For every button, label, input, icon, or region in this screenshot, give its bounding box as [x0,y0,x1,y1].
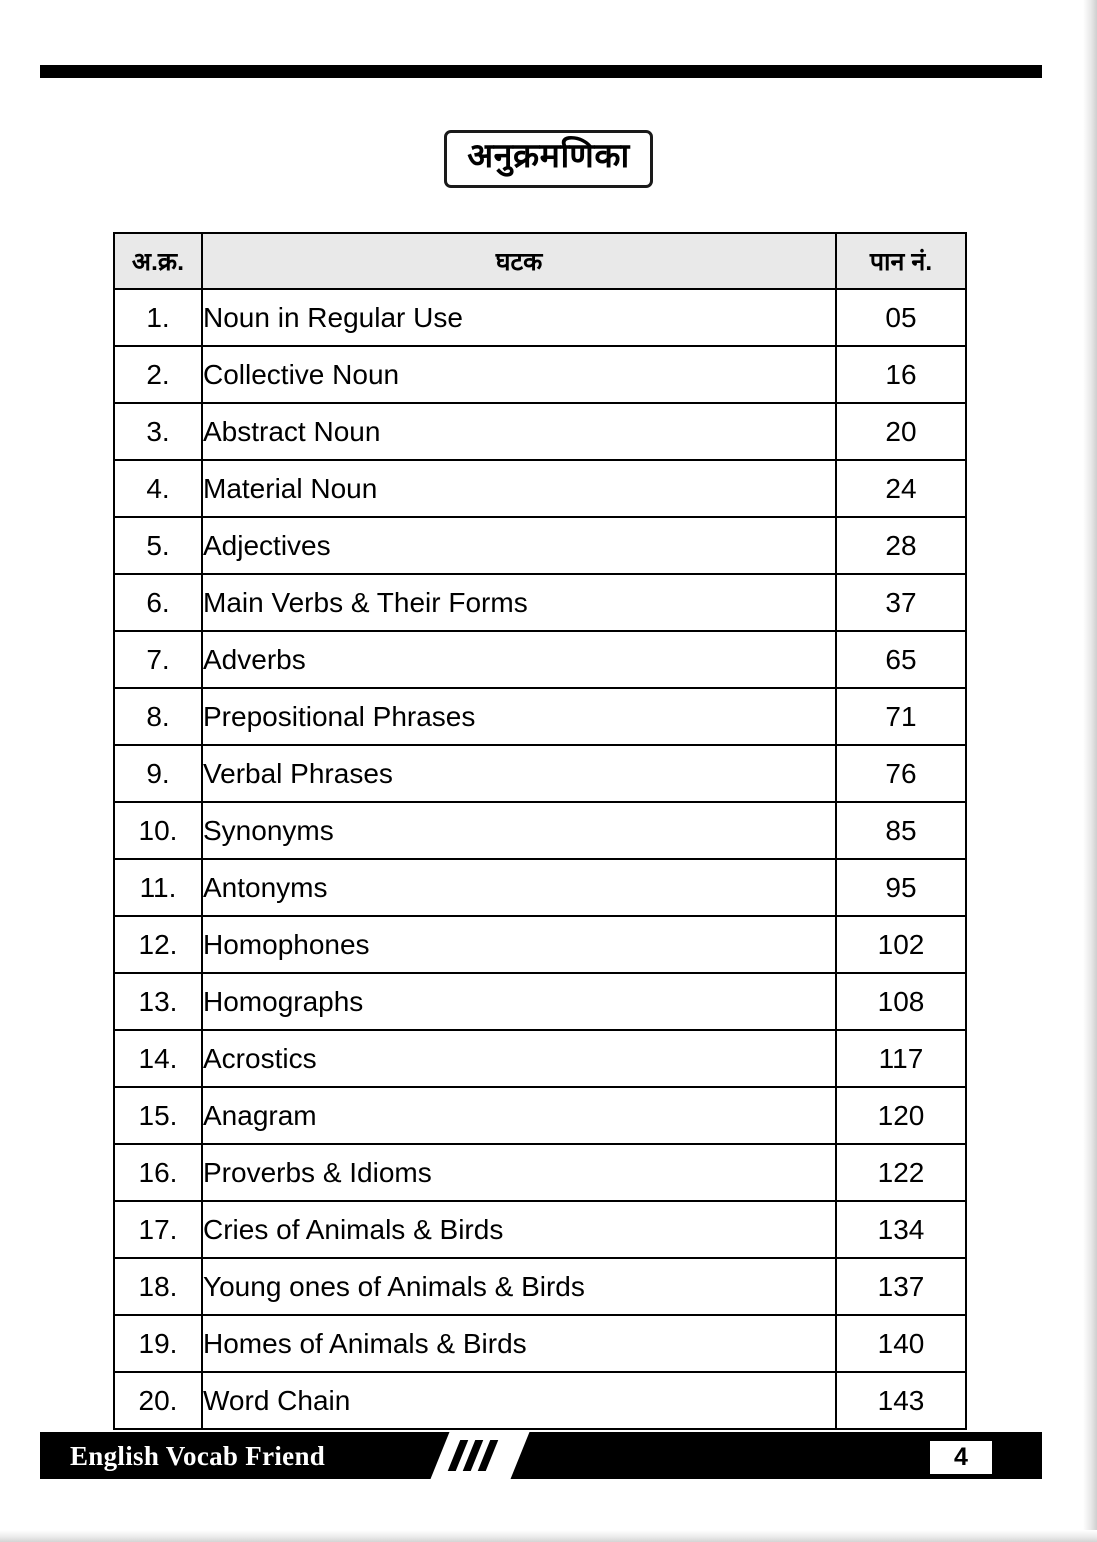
cell-page: 137 [836,1258,966,1315]
table-row [114,460,966,517]
cell-topic: Noun in Regular Use [202,289,836,346]
cell-serial: 1. [114,289,202,346]
cell-page: 85 [836,802,966,859]
cell-topic: Adverbs [202,631,836,688]
cell-page: 108 [836,973,966,1030]
cell-page: 120 [836,1087,966,1144]
table-row [114,1201,966,1258]
cell-serial: 13. [114,973,202,1030]
table-row [114,745,966,802]
cell-topic: Main Verbs & Their Forms [202,574,836,631]
cell-topic: Young ones of Animals & Birds [202,1258,836,1315]
cell-topic: Homographs [202,973,836,1030]
cell-topic: Abstract Noun [202,403,836,460]
cell-page: 71 [836,688,966,745]
table-header-row [114,233,966,289]
table-row [114,403,966,460]
cell-serial: 16. [114,1144,202,1201]
cell-page: 134 [836,1201,966,1258]
cell-topic: Homes of Animals & Birds [202,1315,836,1372]
cell-topic: Prepositional Phrases [202,688,836,745]
cell-page: 143 [836,1372,966,1429]
cell-serial: 2. [114,346,202,403]
cell-serial: 10. [114,802,202,859]
page-title: अनुक्रमणिका [444,130,653,188]
cell-serial: 17. [114,1201,202,1258]
column-header-serial: अ.क्र. [114,233,202,289]
table-row [114,1315,966,1372]
cell-page: 28 [836,517,966,574]
footer-page-number: 4 [928,1439,994,1476]
table-row [114,973,966,1030]
column-header-topic: घटक [202,233,836,289]
cell-topic: Adjectives [202,517,836,574]
cell-page: 117 [836,1030,966,1087]
table-row [114,517,966,574]
cell-topic: Material Noun [202,460,836,517]
cell-serial: 8. [114,688,202,745]
table-row [114,1144,966,1201]
cell-serial: 3. [114,403,202,460]
corner-notch [908,0,1083,10]
page-edge-right [1083,0,1097,1542]
cell-serial: 11. [114,859,202,916]
cell-page: 76 [836,745,966,802]
cell-topic: Acrostics [202,1030,836,1087]
cell-serial: 12. [114,916,202,973]
page-footer [40,1432,1042,1479]
table-header [114,233,966,289]
cell-serial: 20. [114,1372,202,1429]
cell-topic: Homophones [202,916,836,973]
cell-serial: 4. [114,460,202,517]
table-row [114,574,966,631]
table-row [114,916,966,973]
cell-page: 37 [836,574,966,631]
cell-topic: Collective Noun [202,346,836,403]
table-row [114,802,966,859]
cell-page: 24 [836,460,966,517]
cell-page: 102 [836,916,966,973]
cell-topic: Verbal Phrases [202,745,836,802]
cell-serial: 14. [114,1030,202,1087]
table-row [114,859,966,916]
table-row [114,1258,966,1315]
top-rule [40,65,1042,78]
page-edge-bottom [0,1530,1097,1542]
cell-page: 140 [836,1315,966,1372]
cell-page: 16 [836,346,966,403]
slashes-icon [454,1440,492,1471]
cell-page: 122 [836,1144,966,1201]
table-row [114,289,966,346]
footer-book-title: English Vocab Friend [70,1441,326,1471]
cell-serial: 18. [114,1258,202,1315]
table-of-contents [113,232,967,1430]
cell-topic: Synonyms [202,802,836,859]
column-header-page: पान नं. [836,233,966,289]
cell-page: 05 [836,289,966,346]
cell-topic: Anagram [202,1087,836,1144]
cell-serial: 9. [114,745,202,802]
cell-serial: 15. [114,1087,202,1144]
table-row [114,1030,966,1087]
cell-topic: Proverbs & Idioms [202,1144,836,1201]
table-row [114,1087,966,1144]
table-body [114,289,966,1429]
cell-page: 20 [836,403,966,460]
cell-serial: 7. [114,631,202,688]
page-title-container [0,130,1097,188]
cell-serial: 19. [114,1315,202,1372]
cell-topic: Antonyms [202,859,836,916]
cell-page: 95 [836,859,966,916]
cell-topic: Word Chain [202,1372,836,1429]
table-row [114,688,966,745]
table-row [114,631,966,688]
cell-serial: 6. [114,574,202,631]
cell-page: 65 [836,631,966,688]
cell-serial: 5. [114,517,202,574]
cell-topic: Cries of Animals & Birds [202,1201,836,1258]
table-row [114,1372,966,1429]
table-row [114,346,966,403]
